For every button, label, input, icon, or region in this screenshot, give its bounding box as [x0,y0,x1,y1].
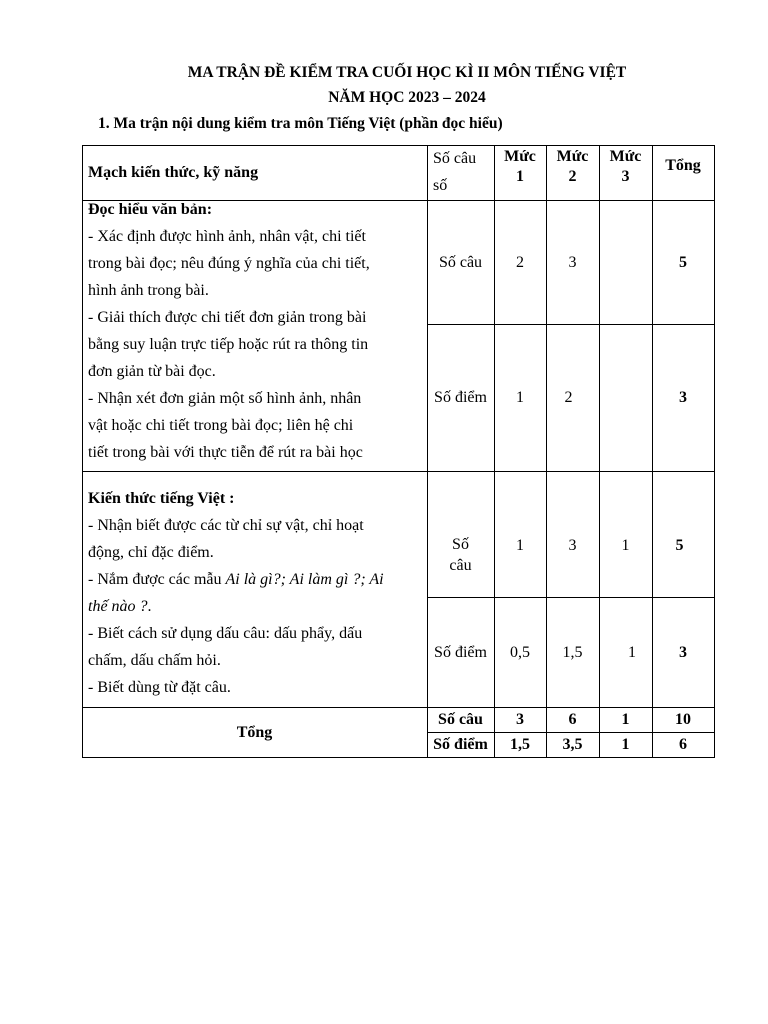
row-label: Số điểm [433,735,488,753]
value-muc2: 3 [568,253,577,271]
table-border [82,145,83,758]
reading-line: vật hoặc chi tiết trong bài đọc; liên hệ chi [88,417,354,434]
knowledge-line [88,593,384,620]
value-muc1: 1,5 [510,735,530,753]
value-total: 5 [679,253,687,271]
value-muc1: 1 [516,389,524,406]
header-count-line2: số [433,177,448,194]
row-label: Số điểm [434,389,487,406]
reading-line: đơn giản từ bài đọc. [88,363,216,380]
knowledge-heading: Kiến thức tiếng Việt : [88,490,235,507]
reading-heading: Đọc hiểu văn bản: [88,201,213,218]
knowledge-line: - Biết dùng từ đặt câu. [88,679,231,696]
knowledge-text: . [147,598,152,615]
row-label [427,530,494,580]
document-title: MA TRẬN ĐỀ KIỂM TRA CUỐI HỌC KÌ II MÔN TIẾNG VIỆT [187,64,627,81]
section-heading: 1. Ma trận nội dung kiểm tra môn Tiếng Việt (phần đọc hiểu) [98,115,503,132]
header-skill-label: Mạch kiến thức, kỹ năng [88,163,259,181]
row-label: Số câu [438,253,483,271]
row-label: Số câu [438,710,483,728]
knowledge-line: - Biết cách sử dụng dấu câu: dấu phẩy, dấu [88,625,363,642]
sentence-pattern-text: Ai là gì?; Ai làm gì ?; Ai [225,571,384,588]
value-muc2: 1,5 [562,643,583,661]
value-muc2: 6 [568,710,577,728]
header-total-label: Tổng [665,157,701,174]
header-muc2 [546,147,599,187]
table-border [82,471,715,472]
value-muc3: 1 [628,643,636,661]
value-muc2: 3 [568,537,577,554]
header-skill [88,145,423,200]
value-muc2: 2 [564,389,573,406]
value-muc3: 1 [621,735,630,753]
reading-line: - Xác định được hình ảnh, nhân vật, chi tiết [88,228,366,245]
value-muc3 [599,325,652,471]
reading-skills-description [88,196,370,466]
row-label-line2: câu [449,557,472,574]
document-year: NĂM HỌC 2023 – 2024 [328,89,486,106]
knowledge-line [88,566,384,593]
reading-line: - Giải thích được chi tiết đơn giản trong bài [88,309,367,326]
header-muc3 [599,147,652,187]
reading-line: trong bài đọc; nêu đúng ý nghĩa của chi tiết, [88,255,370,272]
knowledge-text: - Nắm được các mẫu [88,571,226,588]
vietnamese-knowledge-description [88,485,384,701]
reading-line: tiết trong bài với thực tiễn để rút ra bài học [88,444,363,461]
value-muc3: 1 [621,537,630,554]
header-count [433,145,493,199]
value-total: 10 [675,710,691,728]
reading-line: hình ảnh trong bài. [88,282,209,299]
reading-line: bằng suy luận trực tiếp hoặc rút ra thông tin [88,336,369,353]
table-border [714,145,715,758]
row-label: Số điểm [434,643,487,661]
total-label: Tổng [236,723,273,741]
header-muc3-a: Mức [609,148,642,165]
knowledge-line: - Nhận biết được các từ chỉ sự vật, chỉ hoạt [88,517,364,534]
value-muc2: 3,5 [562,735,583,753]
value-total: 6 [679,735,687,753]
value-muc3: 1 [621,710,630,728]
value-muc1: 0,5 [510,643,530,661]
value-total: 5 [675,537,684,554]
value-muc3 [599,201,652,324]
header-muc2-a: Mức [556,148,589,165]
sentence-pattern-text: thế nào ? [88,598,148,615]
knowledge-line: chấm, dấu chấm hỏi. [88,652,221,669]
value-muc1: 3 [516,710,524,728]
header-muc1-b: 1 [516,168,524,185]
header-count-line1: Số câu [433,150,477,167]
reading-line: - Nhận xét đơn giản một số hình ảnh, nhân [88,390,362,407]
knowledge-line: động, chỉ đặc điểm. [88,544,214,561]
value-total: 3 [679,643,687,661]
header-muc2-b: 2 [568,168,577,185]
header-total [652,151,714,181]
header-muc1 [494,147,546,187]
value-total: 3 [679,389,687,406]
value-muc1: 2 [516,253,524,271]
value-muc1: 1 [516,537,524,554]
header-muc3-b: 3 [621,168,630,185]
row-label-line1: Số [452,536,469,553]
header-muc1-a: Mức [504,148,536,165]
table-border [82,757,715,758]
matrix-table [82,145,715,758]
